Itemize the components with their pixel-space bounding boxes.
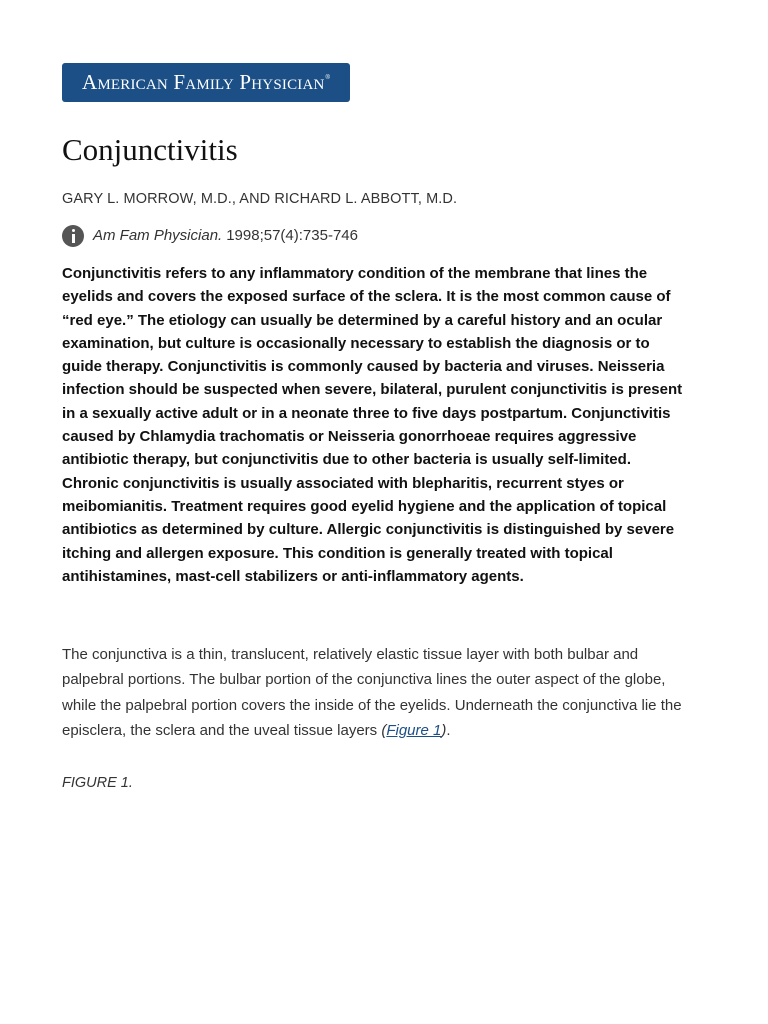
article-authors: GARY L. MORROW, M.D., AND RICHARD L. ABBOTT, M.D.: [62, 191, 458, 207]
citation-journal: Am Fam Physician.: [93, 227, 223, 244]
paren-open: (: [381, 721, 387, 739]
article-abstract: Conjunctivitis refers to any inflammatory condition of the membrane that lines the eyelids and covers the exposed surface of the sclera. It is the most common cause of “red eye.” The etiology can usually be determined by a careful history and an ocular examination, but culture is occasionally necessary to establish the diagnosis or to guide therapy. Conjunctivitis is commonly caused by bacteria and viruses. Neisseria infection should be suspected when severe, bilateral, purulent conjunctivitis is present in a sexually active adult or in a neonate three to five days postpartum. Conjunctivitis caused by Chlamydia trachomatis or Neisseria gonorrhoeae requires aggressive antibiotic therapy, but conjunctivitis due to other bacteria is usually self-limited. Chronic conjunctivitis is usually associated with blepharitis, recurrent styes or meibomianitis. Treatment requires good eyelid hygiene and the application of topical antibiotics as determined by culture. Allergic conjunctivitis is distinguished by severe itching and allergen exposure. This condition is generally treated with topical antihistamines, mast-cell stabilizers or anti-inflammatory agents.: [62, 265, 683, 585]
registered-mark: ®: [325, 75, 330, 81]
body-text: The conjunctiva is a thin, translucent, relatively elastic tissue layer with both bulbar and palpebral portions. The bulbar portion of the conjunctiva lines the outer aspect of the globe, while the palpebral portion covers the inside of the eyelids. Underneath the conjunctiva lie the episclera, the sclera and the uveal tissue layers: [62, 646, 682, 739]
journal-logo[interactable]: [62, 63, 350, 102]
citation: [62, 225, 358, 247]
figure-caption: FIGURE 1.: [62, 775, 133, 791]
citation-details: 1998;57(4):735-746: [226, 227, 358, 244]
sentence-end: .: [446, 721, 451, 739]
figure-1-link[interactable]: Figure 1: [386, 721, 442, 739]
info-icon[interactable]: [62, 225, 84, 247]
body-paragraph: [62, 642, 702, 743]
logo-text: American Family Physician: [82, 70, 325, 94]
article-title: Conjunctivitis: [62, 132, 238, 167]
paren-close: ): [441, 721, 447, 739]
